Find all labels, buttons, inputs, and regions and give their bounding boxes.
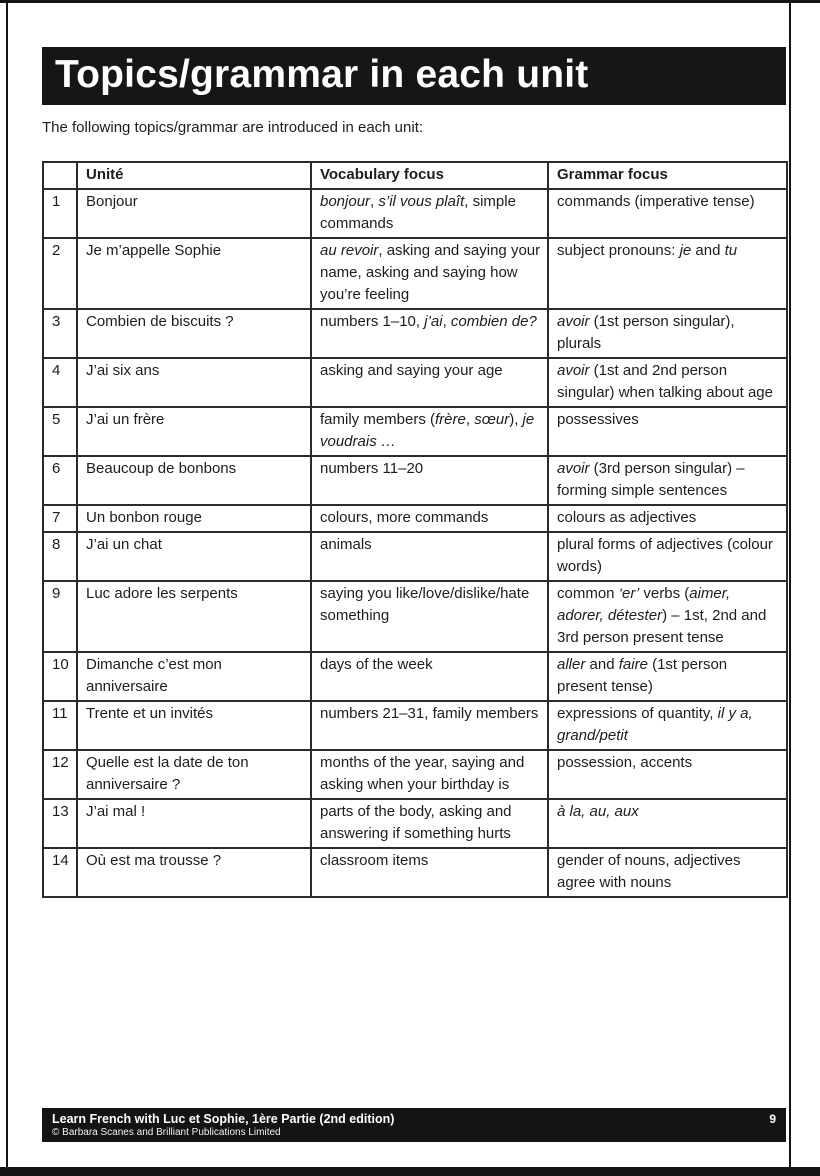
cell-unit-title: Combien de biscuits ? — [77, 309, 311, 358]
cell-vocabulary-focus: parts of the body, asking and answering if something hurts — [311, 799, 548, 848]
cell-unit-title: Beaucoup de bonbons — [77, 456, 311, 505]
cell-unit-number: 9 — [43, 581, 77, 652]
cell-unit-number: 12 — [43, 750, 77, 799]
cell-grammar-focus: avoir (1st person singular), plurals — [548, 309, 787, 358]
table-row — [43, 505, 787, 532]
cell-grammar-focus: à la, au, aux — [548, 799, 787, 848]
cell-unit-number: 5 — [43, 407, 77, 456]
cell-unit-title: Je m’appelle Sophie — [77, 238, 311, 309]
col-header-unite: Unité — [77, 162, 311, 189]
cell-unit-title: J’ai un frère — [77, 407, 311, 456]
cell-unit-title: Un bonbon rouge — [77, 505, 311, 532]
footer-bar — [42, 1108, 786, 1142]
cell-vocabulary-focus: animals — [311, 532, 548, 581]
footer-book-title: Learn French with Luc et Sophie, 1ère Partie (2nd edition) — [52, 1112, 395, 1126]
table-row — [43, 799, 787, 848]
cell-grammar-focus: expressions of quantity, il y a, grand/petit — [548, 701, 787, 750]
cell-grammar-focus: common ‘er’ verbs (aimer, adorer, détester) – 1st, 2nd and 3rd person present tense — [548, 581, 787, 652]
page-edge-left — [6, 0, 8, 1176]
footer-copyright: © Barbara Scanes and Brilliant Publications Limited — [52, 1127, 281, 1138]
cell-vocabulary-focus: numbers 1–10, j’ai, combien de? — [311, 309, 548, 358]
page-edge-bottom — [0, 1167, 820, 1176]
cell-vocabulary-focus: colours, more commands — [311, 505, 548, 532]
table-row — [43, 309, 787, 358]
cell-unit-title: Bonjour — [77, 189, 311, 238]
cell-grammar-focus: gender of nouns, adjectives agree with nouns — [548, 848, 787, 897]
col-header-vocabulary-focus: Vocabulary focus — [311, 162, 548, 189]
cell-vocabulary-focus: numbers 11–20 — [311, 456, 548, 505]
cell-grammar-focus: aller and faire (1st person present tense) — [548, 652, 787, 701]
cell-unit-number: 14 — [43, 848, 77, 897]
cell-unit-title: Où est ma trousse ? — [77, 848, 311, 897]
title-bar — [42, 47, 786, 105]
cell-unit-title: Trente et un invités — [77, 701, 311, 750]
cell-unit-number: 11 — [43, 701, 77, 750]
cell-unit-number: 8 — [43, 532, 77, 581]
table-row — [43, 750, 787, 799]
cell-unit-title: J’ai mal ! — [77, 799, 311, 848]
cell-vocabulary-focus: asking and saying your age — [311, 358, 548, 407]
table-row — [43, 238, 787, 309]
cell-unit-number: 10 — [43, 652, 77, 701]
page-edge-right — [789, 0, 791, 1176]
cell-grammar-focus: colours as adjectives — [548, 505, 787, 532]
units-table — [42, 161, 788, 898]
table-row — [43, 358, 787, 407]
cell-unit-title: Dimanche c’est mon anniversaire — [77, 652, 311, 701]
footer-page-number: 9 — [769, 1112, 776, 1126]
footer-text-block — [52, 1111, 394, 1139]
table-row — [43, 407, 787, 456]
page-title: Topics/grammar in each unit — [55, 52, 589, 96]
cell-vocabulary-focus: bonjour, s’il vous plaît, simple commands — [311, 189, 548, 238]
cell-vocabulary-focus: days of the week — [311, 652, 548, 701]
table-row — [43, 189, 787, 238]
cell-unit-number: 2 — [43, 238, 77, 309]
table-row — [43, 701, 787, 750]
cell-vocabulary-focus: numbers 21–31, family members — [311, 701, 548, 750]
table-row — [43, 456, 787, 505]
page-content — [42, 0, 786, 898]
cell-unit-title: Luc adore les serpents — [77, 581, 311, 652]
cell-unit-title: Quelle est la date de ton anniversaire ? — [77, 750, 311, 799]
cell-unit-number: 6 — [43, 456, 77, 505]
cell-vocabulary-focus: family members (frère, sœur), je voudrais … — [311, 407, 548, 456]
cell-unit-number: 7 — [43, 505, 77, 532]
cell-grammar-focus: commands (imperative tense) — [548, 189, 787, 238]
table-row — [43, 652, 787, 701]
cell-grammar-focus: subject pronouns: je and tu — [548, 238, 787, 309]
cell-grammar-focus: possession, accents — [548, 750, 787, 799]
intro-text: The following topics/grammar are introduced in each unit: — [42, 119, 424, 136]
cell-grammar-focus: possessives — [548, 407, 787, 456]
cell-grammar-focus: plural forms of adjectives (colour words) — [548, 532, 787, 581]
cell-unit-title: J’ai un chat — [77, 532, 311, 581]
units-table-body — [43, 189, 787, 897]
cell-grammar-focus: avoir (1st and 2nd person singular) when talking about age — [548, 358, 787, 407]
col-header-grammar-focus: Grammar focus — [548, 162, 787, 189]
cell-unit-number: 13 — [43, 799, 77, 848]
cell-vocabulary-focus: saying you like/love/dislike/hate something — [311, 581, 548, 652]
table-row — [43, 848, 787, 897]
cell-vocabulary-focus: classroom items — [311, 848, 548, 897]
cell-unit-title: J’ai six ans — [77, 358, 311, 407]
table-row — [43, 581, 787, 652]
cell-unit-number: 1 — [43, 189, 77, 238]
cell-vocabulary-focus: au revoir, asking and saying your name, asking and saying how you’re feeling — [311, 238, 548, 309]
table-header-row — [43, 162, 787, 189]
cell-grammar-focus: avoir (3rd person singular) – forming simple sentences — [548, 456, 787, 505]
cell-unit-number: 4 — [43, 358, 77, 407]
table-row — [43, 532, 787, 581]
cell-unit-number: 3 — [43, 309, 77, 358]
cell-vocabulary-focus: months of the year, saying and asking when your birthday is — [311, 750, 548, 799]
col-header-number — [43, 162, 77, 189]
